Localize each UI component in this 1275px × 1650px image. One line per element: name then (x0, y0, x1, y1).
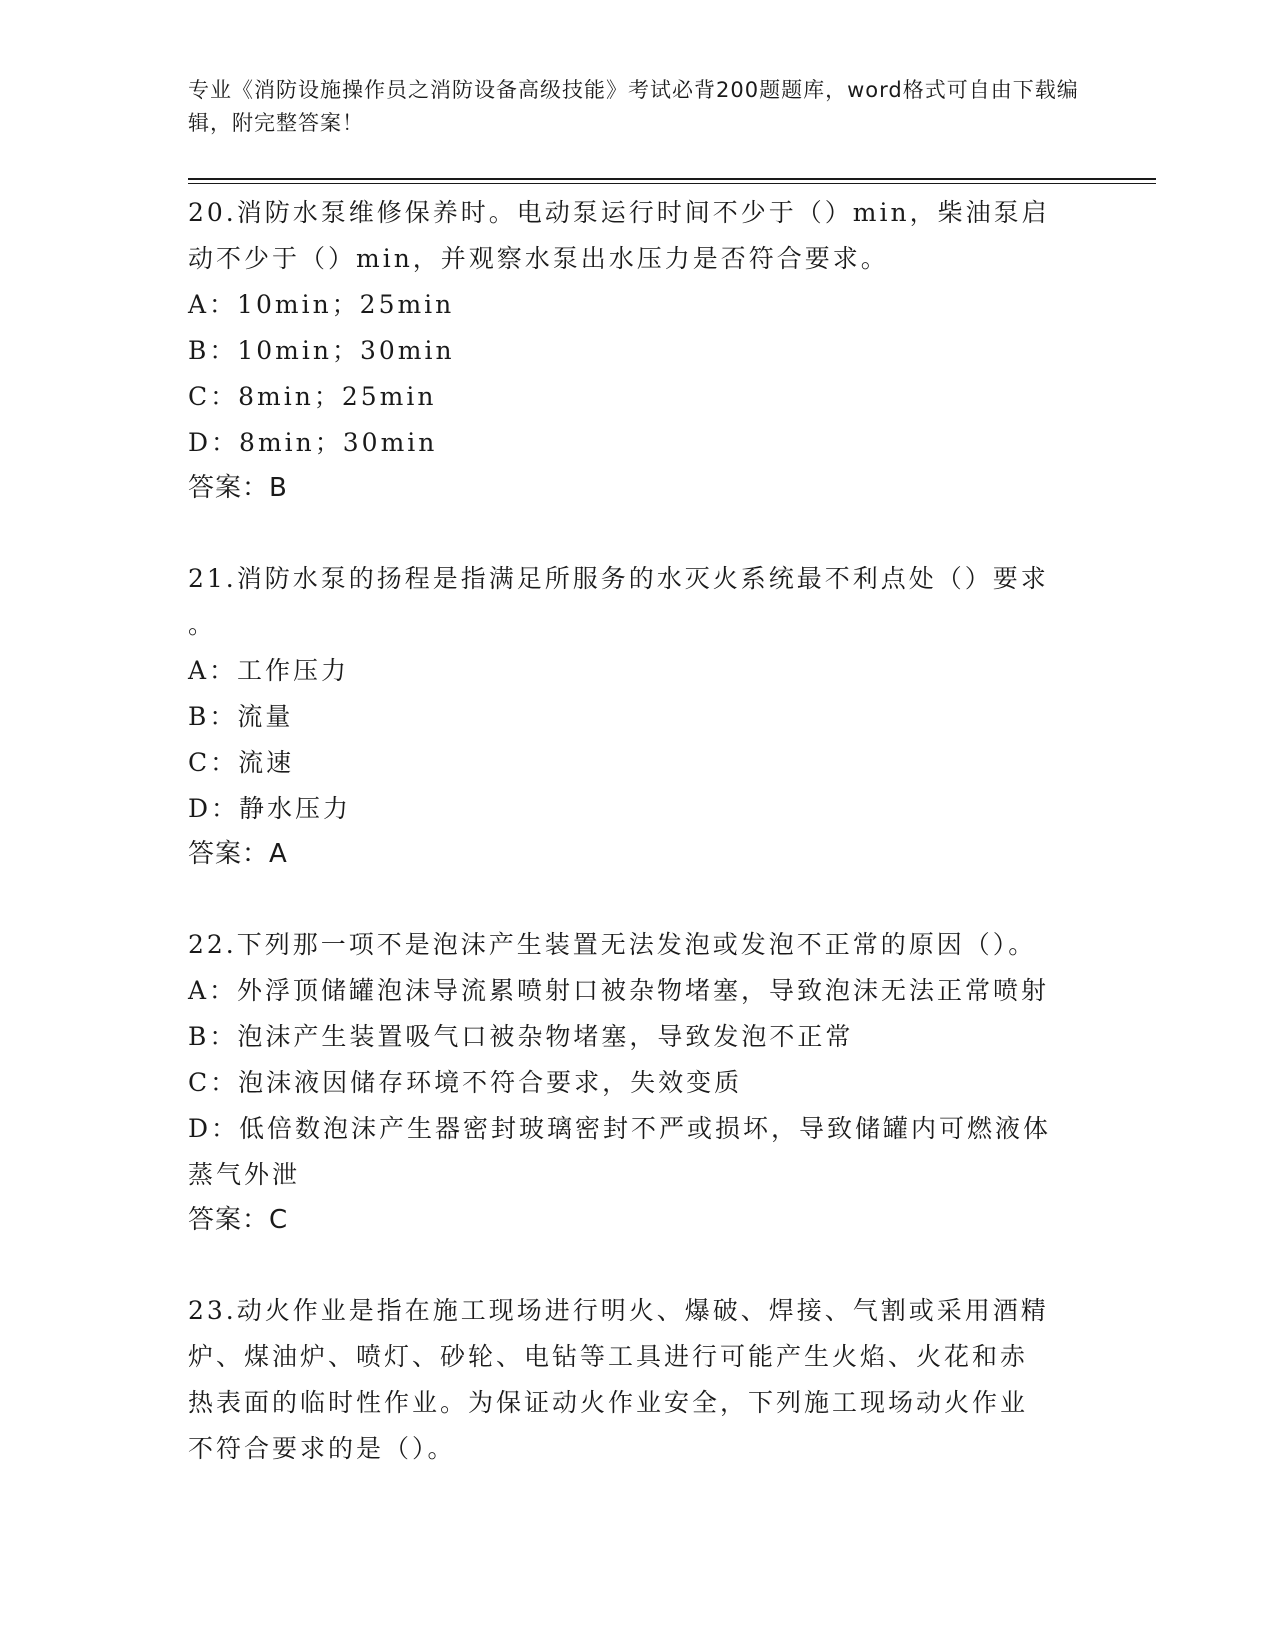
option-d: D：低倍数泡沫产生器密封玻璃密封不严或损坏，导致储罐内可燃液体 (188, 1114, 1052, 1143)
question-23 (188, 1288, 1088, 1472)
option-b: B：泡沫产生装置吸气口被杂物堵塞，导致发泡不正常 (188, 1022, 854, 1051)
option-c: C：8min；25min (188, 382, 437, 411)
document-header (188, 74, 1088, 140)
question-stem-line: 动不少于（）min，并观察水泵出水压力是否符合要求。 (188, 244, 889, 273)
question-21 (188, 556, 1088, 876)
option-b: B：10min；30min (188, 336, 455, 365)
question-stem-line: 22.下列那一项不是泡沫产生装置无法发泡或发泡不正常的原因（）。 (188, 930, 1037, 959)
header-title: 专业《消防设施操作员之消防设备高级技能》考试必背200题题库，word格式可自由下载编辑，附完整答案！ (188, 78, 1079, 135)
question-stem-line: 21.消防水泵的扬程是指满足所服务的水灭火系统最不利点处（）要求 (188, 564, 1049, 593)
question-stem-line: 不符合要求的是（）。 (188, 1434, 456, 1463)
question-stem-line: 。 (188, 610, 217, 639)
question-22 (188, 922, 1088, 1242)
question-stem-line: 20.消防水泵维修保养时。电动泵运行时间不少于（）min，柴油泵启 (188, 198, 1050, 227)
header-divider-thin (188, 183, 1156, 184)
option-c: C：泡沫液因储存环境不符合要求，失效变质 (188, 1068, 743, 1097)
question-stem-line: 热表面的临时性作业。为保证动火作业安全，下列施工现场动火作业 (188, 1388, 1029, 1417)
option-a: A：10min；25min (188, 290, 455, 319)
option-a: A：工作压力 (188, 656, 350, 685)
question-list (188, 190, 1088, 1518)
question-stem-line: 23.动火作业是指在施工现场进行明火、爆破、焊接、气割或采用酒精 (188, 1296, 1049, 1325)
header-divider-thick (188, 178, 1156, 180)
answer-label: 答案：B (188, 473, 288, 503)
option-d-continued: 蒸气外泄 (188, 1160, 301, 1189)
option-b: B：流量 (188, 702, 294, 731)
answer-label: 答案：A (188, 839, 288, 869)
option-a: A：外浮顶储罐泡沫导流累喷射口被杂物堵塞，导致泡沫无法正常喷射 (188, 976, 1050, 1005)
question-20 (188, 190, 1088, 510)
option-d: D：8min；30min (188, 428, 438, 457)
answer-label: 答案：C (188, 1205, 289, 1235)
option-c: C：流速 (188, 748, 295, 777)
question-stem-line: 炉、煤油炉、喷灯、砂轮、电钻等工具进行可能产生火焰、火花和赤 (188, 1342, 1029, 1371)
option-d: D：静水压力 (188, 794, 352, 823)
